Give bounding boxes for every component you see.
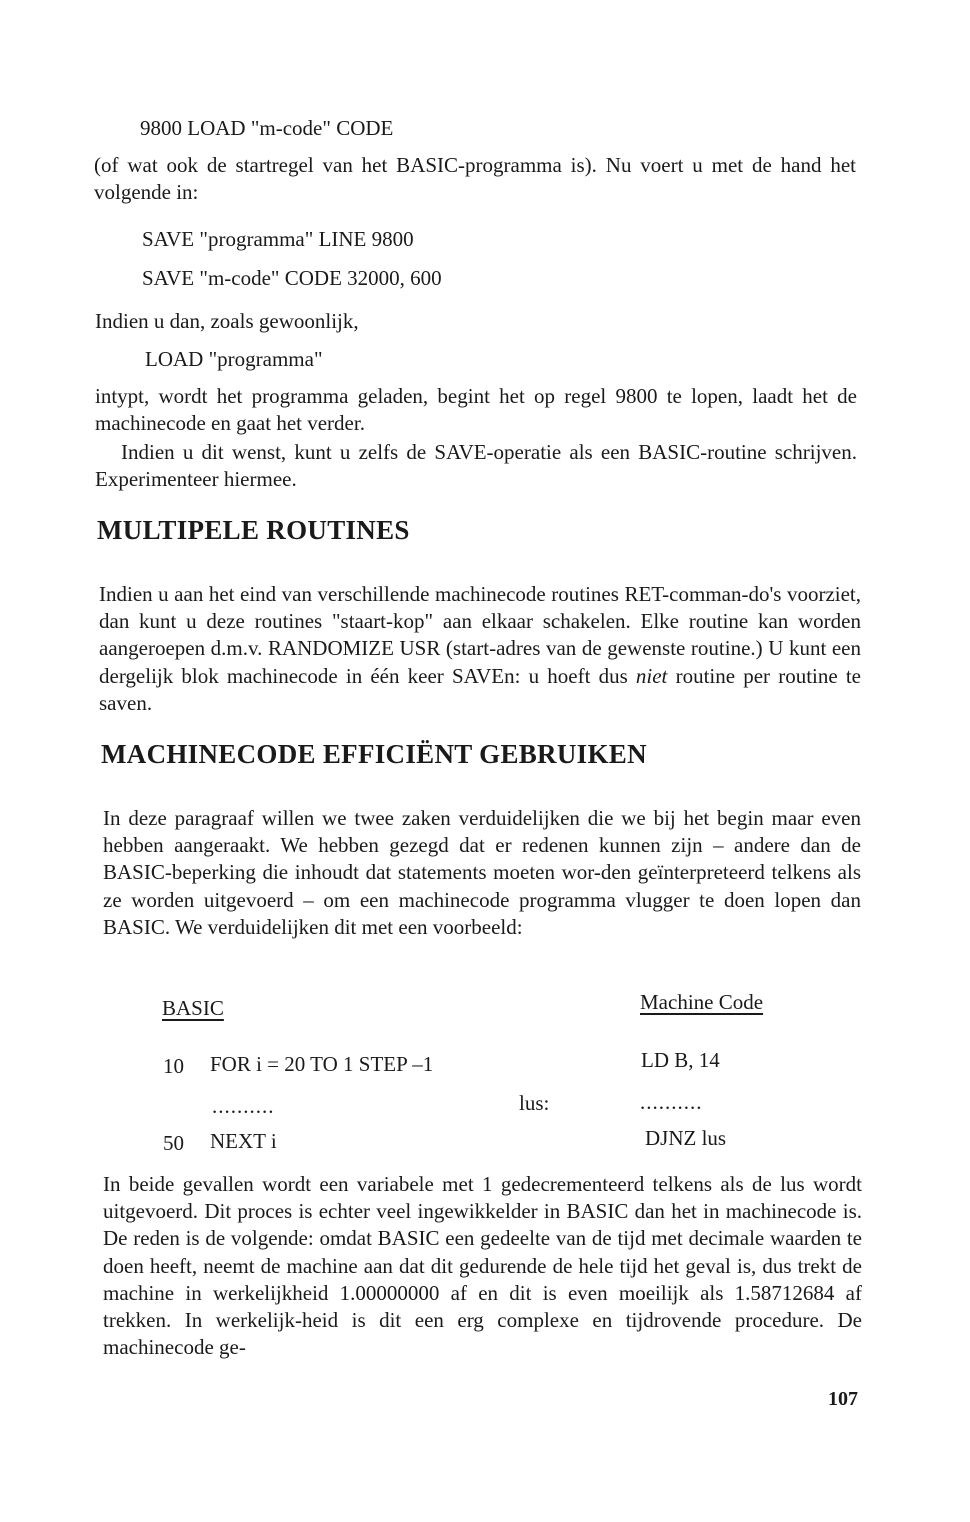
- paragraph-save-operatie: Indien u dit wenst, kunt u zelfs de SAVE-operatie als een BASIC-routine schrijven. Experimenteer hiermee.: [95, 440, 857, 492]
- code-load-mcode: 9800 LOAD "m-code" CODE: [140, 116, 394, 140]
- paragraph-indien-gewoonlijk: Indien u dan, zoals gewoonlijk,: [95, 309, 359, 333]
- row3-basic: NEXT i: [210, 1129, 277, 1153]
- code-load-programma: LOAD "programma": [145, 347, 323, 371]
- column-header-machine-code: Machine Code: [640, 990, 764, 1014]
- paragraph-beide-gevallen: In beide gevallen wordt een variabele met 1 gedecrementeerd telkens als de lus wordt uitgevoerd. Dit proces is echter veel ingewikkelder in BASIC dan het in machinecode is. De reden is de volgende: omdat BASIC een gedeelte van de tijd met decimale waarden te doen heeft, neemt de machine aan dat dit gedurende de hele tijd het geval is, dus trekt de machine in werkelijkheid 1.00000000 af en dit is even moeilijk als 1.58712684 af trekken. In werkelijk-heid is dit een erg complexe en tijdrovende procedure. De machinecode ge-: [103, 1172, 862, 1360]
- heading-machinecode-efficient: MACHINECODE EFFICIËNT GEBRUIKEN: [101, 739, 647, 769]
- row2-machine-code-dots: ..........: [640, 1090, 703, 1114]
- paragraph-multipele-routines: [99, 581, 861, 717]
- page-number: 107: [828, 1388, 858, 1410]
- row1-machine-code: LD B, 14: [641, 1048, 720, 1072]
- heading-multipele-routines: MULTIPELE ROUTINES: [97, 515, 410, 545]
- row1-basic: FOR i = 20 TO 1 STEP –1: [210, 1052, 434, 1076]
- paragraph-twee-zaken: In deze paragraaf willen we twee zaken verduidelijken die we bij het begin maar even hebben aangeraakt. We hebben gezegd dat er redenen kunnen zijn – andere dan de BASIC-beperking die inhoudt dat statements moeten wor-den geïnterpreteerd telkens als ze worden uitgevoerd – om een machinecode programma vlugger te doen lopen dan BASIC. We verduidelijken dit met een voorbeeld:: [103, 806, 861, 939]
- row2-label-lus: lus:: [519, 1091, 550, 1115]
- row3-line-number: 50: [163, 1131, 184, 1155]
- paragraph-startregel: (of wat ook de startregel van het BASIC-programma is). Nu voert u met de hand het volgende in:: [94, 153, 856, 205]
- column-header-basic: BASIC: [162, 996, 224, 1020]
- emphasis-niet: niet: [635, 663, 668, 688]
- row3-machine-code: DJNZ lus: [645, 1126, 727, 1150]
- paragraph-multipele-part2: routine per routine te saven.: [99, 663, 861, 715]
- paragraph-intypt: intypt, wordt het programma geladen, begint het op regel 9800 te lopen, laadt het de machinecode en gaat het verder.: [95, 384, 857, 436]
- row2-basic-dots: ..........: [212, 1094, 275, 1118]
- paragraph-multipele-part1: Indien u aan het eind van verschillende machinecode routines RET-comman-do's voorziet, dan kunt u deze routines "staart-kop" aan elkaar schakelen. Elke routine kan worden aangeroepen d.m.v. RANDOMIZE USR (start-adres van de gewenste routine.) U kunt een dergelijk blok machinecode in één keer SAVEn: u hoeft dus: [99, 582, 861, 688]
- code-save-programma: SAVE "programma" LINE 9800: [142, 227, 414, 251]
- code-save-mcode: SAVE "m-code" CODE 32000, 600: [142, 266, 442, 290]
- row1-line-number: 10: [163, 1054, 184, 1078]
